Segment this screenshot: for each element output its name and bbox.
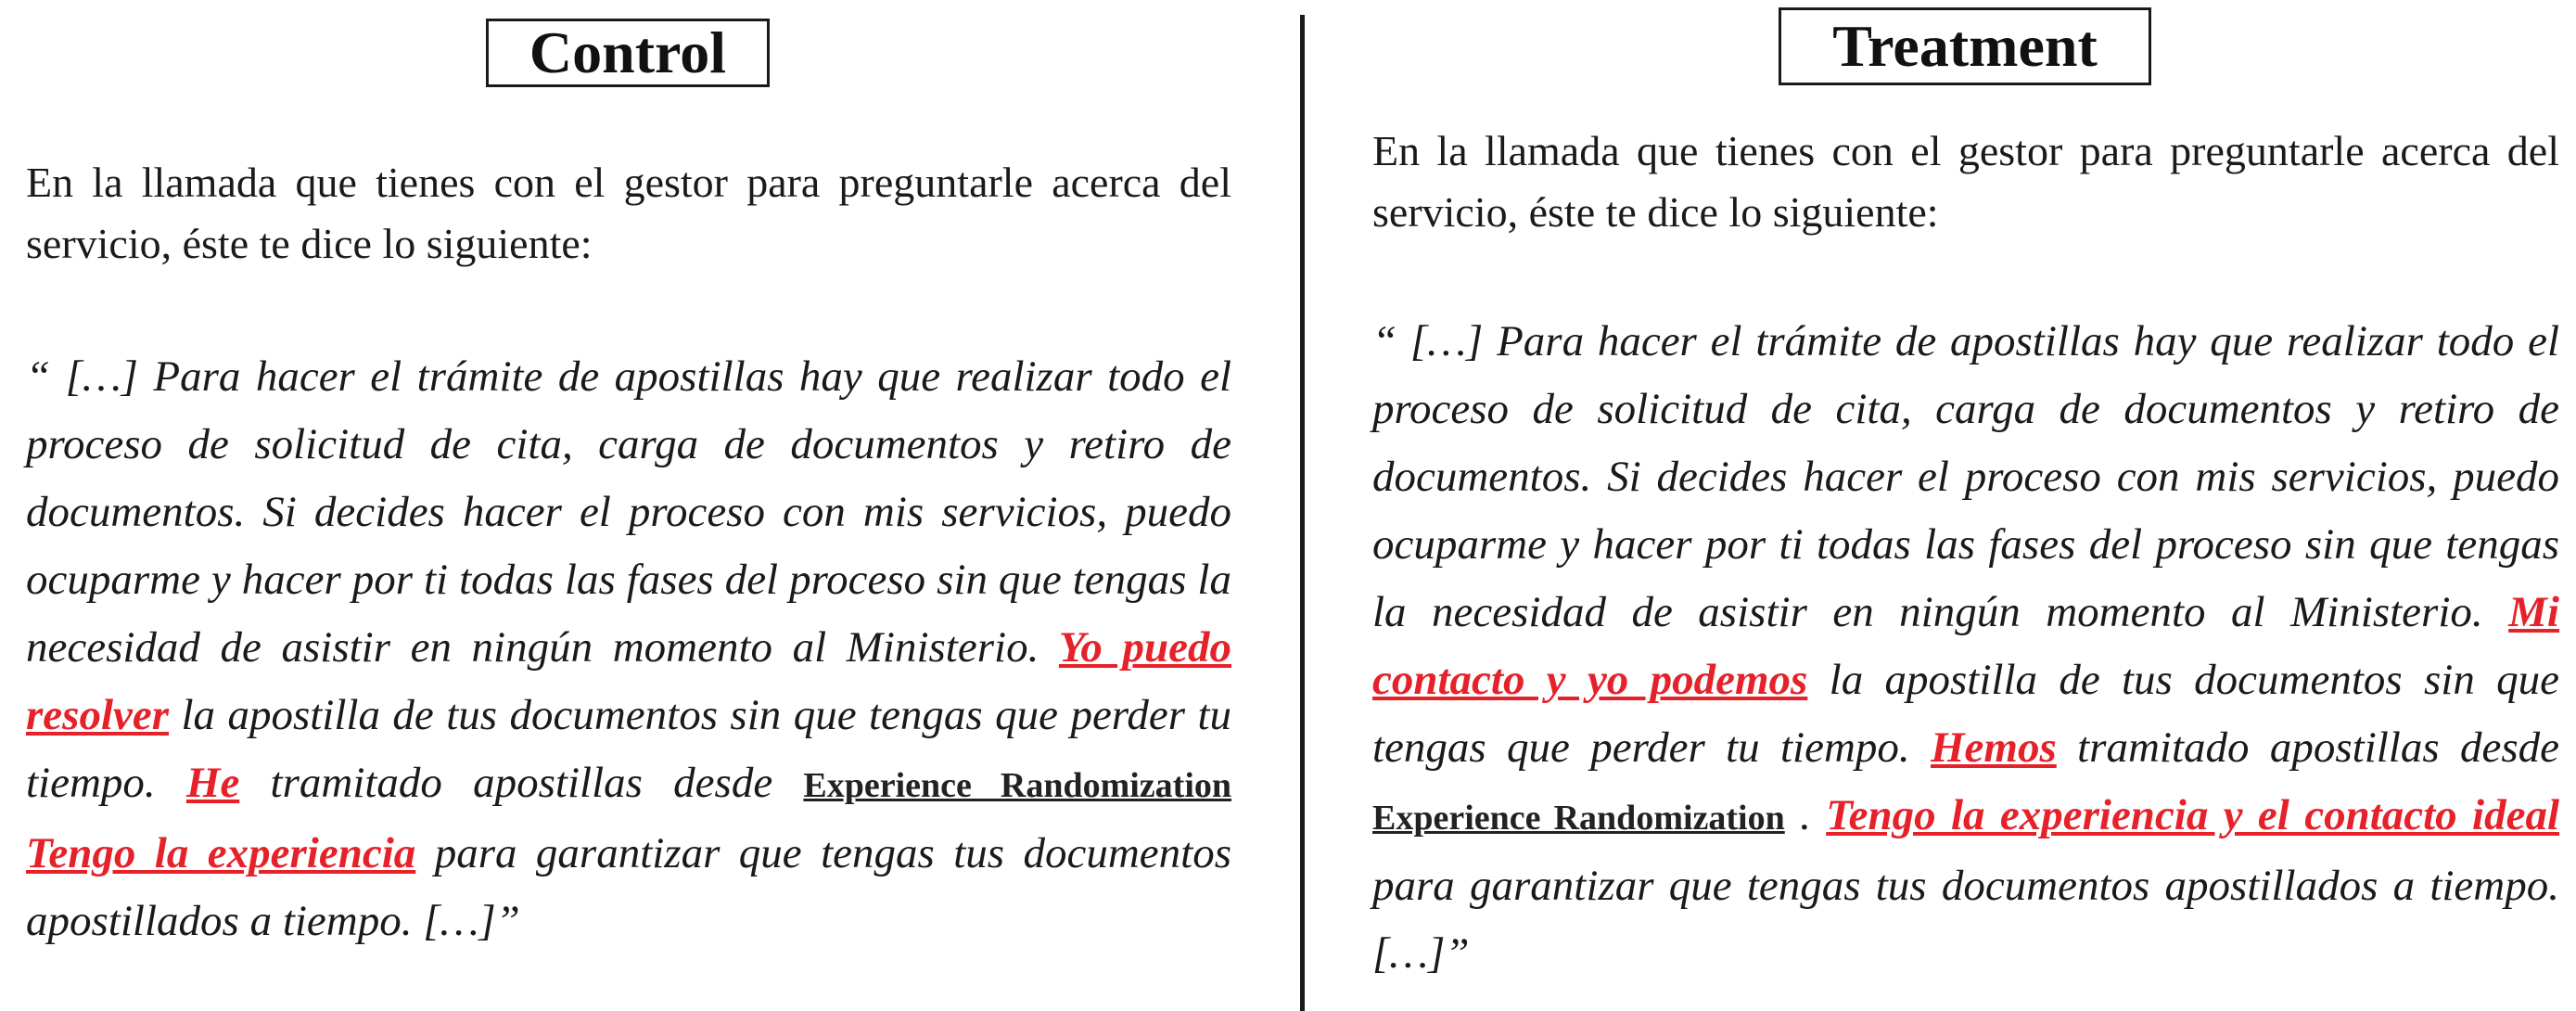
- control-intro: En la llamada que tienes con el gestor para preguntarle acerca del servicio, éste te dice lo siguiente:: [26, 159, 1231, 267]
- control-highlight-3: Tengo la experiencia: [26, 829, 416, 877]
- control-heading: [486, 19, 770, 87]
- treatment-experience-placeholder: Experience Randomization: [1372, 799, 1785, 838]
- treatment-heading-label: Treatment: [1832, 13, 2098, 79]
- treatment-heading: [1779, 7, 2151, 85]
- control-highlight-2: He: [185, 759, 240, 807]
- control-quote-part5: para garantizar que tengas tus documentos apostillados a tiempo. […]”: [26, 829, 1231, 945]
- vertical-divider: [1300, 15, 1305, 1011]
- treatment-quote-part1: “ […] Para hacer el trámite de apostillas hay que realizar todo el proceso de solicitud de cita, carga de documentos y retiro de documentos. Si decides hacer el proceso con mis servicios, puedo ocuparme y hacer por ti todas las fases del proceso sin que tengas la necesidad de asistir en ningún momento al Ministerio.: [1372, 317, 2559, 636]
- treatment-quote: [1372, 308, 2559, 988]
- control-experience-placeholder: Experience Randomization: [803, 766, 1232, 805]
- control-heading-label: Control: [529, 19, 727, 85]
- control-quote-part2: la apostilla de tus documentos sin que tengas que perder tu tiempo.: [26, 691, 1231, 807]
- control-quote-part3: tramitado apostillas desde: [239, 759, 804, 807]
- treatment-intro: En la llamada que tienes con el gestor para preguntarle acerca del servicio, éste te dice lo siguiente:: [1372, 127, 2559, 236]
- control-quote: [26, 343, 1231, 955]
- treatment-highlight-3: Tengo la experiencia y el contacto ideal: [1826, 791, 2560, 839]
- treatment-quote-part4: .: [1784, 791, 1827, 839]
- treatment-highlight-1: Mi contacto y yo podemos: [1372, 588, 2559, 704]
- control-quote-part1: “ […] Para hacer el trámite de apostillas hay que realizar todo el proceso de solicitud de cita, carga de documentos y retiro de documentos. Si decides hacer el proceso con mis servicios, puedo ocuparme y hacer por ti todas las fases del proceso sin que tengas la necesidad de asistir en ningún momento al Ministerio.: [26, 352, 1231, 672]
- treatment-quote-part2: la apostilla de tus documentos sin que tengas que perder tu tiempo.: [1372, 656, 2559, 772]
- control-highlight-1: Yo puedo resolver: [26, 623, 1231, 739]
- treatment-quote-part3: tramitado apostillas desde: [2056, 723, 2559, 772]
- treatment-quote-part5: para garantizar que tengas tus documentos apostillados a tiempo. […]”: [1372, 862, 2559, 978]
- treatment-highlight-2: Hemos: [1931, 723, 2057, 772]
